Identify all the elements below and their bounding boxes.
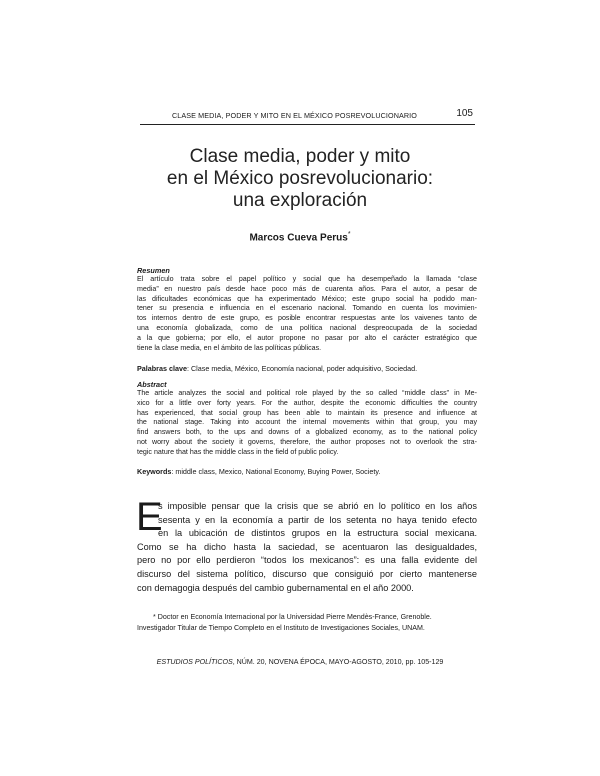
abstract-line: has experienced, that social group has been able to maintain its presence and influence at	[137, 408, 477, 417]
article-title	[0, 146, 600, 212]
title-line: Clase media, poder y mito	[189, 146, 411, 167]
abstract-section	[137, 381, 477, 458]
resumen-section	[137, 267, 477, 353]
palabras-clave-label: Palabras clave	[137, 364, 187, 373]
author-footnote-mark: *	[347, 231, 351, 238]
abstract-heading: Abstract	[137, 380, 167, 389]
keywords-label: Keywords	[137, 467, 172, 476]
author-name-text: Marcos Cueva Perus	[249, 232, 348, 244]
body-line: s imposible pensar que la crisis que se abrió en lo político en los años	[158, 501, 477, 511]
keywords-text: : middle class, Mexico, National Economy, Buying Power, Society.	[171, 467, 381, 476]
title-line: en el México posrevolucionario:	[166, 168, 434, 189]
footnote-line: * Doctor en Economía Internacional por la Universidad Pierre Mendès-France, Grenoble.	[153, 613, 432, 621]
title-line: una exploración	[232, 190, 368, 211]
resumen-line: El artículo trata sobre el papel político y social que ha desempeñado la llamada “clase	[137, 275, 477, 283]
body-line: con demagogia después del cambio gubernamental en el año 2000.	[137, 582, 414, 593]
running-header	[140, 110, 475, 125]
resumen-line: tener su presencia e influencia en el escenario nacional. Tomando en cuenta los movimien-	[137, 304, 477, 313]
page-number: 105	[456, 108, 473, 119]
author-footnote	[137, 612, 477, 633]
resumen-line: tos internos dentro de este grupo, es posible encontrar respuestas ante los vaivenes tanto de	[137, 314, 477, 323]
drop-cap: E	[136, 495, 163, 539]
journal-details: , NÚM. 20, NOVENA ÉPOCA, MAYO-AGOSTO, 2010, pp. 105-129	[232, 658, 444, 666]
abstract-line: not worry about the society it governs, therefore, the author proposes not to overlook the stra-	[137, 437, 477, 446]
resumen-line: tiene la clase media, en el ámbito de las políticas públicas.	[137, 343, 322, 352]
resumen-line: una economía globalizada, como de una política nacional despreocupada de la sociedad	[137, 323, 477, 332]
body-paragraph	[137, 500, 477, 595]
body-line: en la ubicación de distintos grupos en la estructura social mexicana.	[158, 528, 477, 539]
palabras-clave-text: : Clase media, México, Economía nacional, poder adquisitivo, Sociedad.	[186, 364, 418, 373]
body-line: sesenta y en la economía a partir de los setenta no haya tenido efecto	[158, 514, 477, 525]
resumen-line: a la que gobierna; por ello, el autor propone no pasar por alto el carácter estratégico que	[137, 333, 477, 342]
palabras-clave	[137, 364, 477, 373]
abstract-line: tegic nature that has the middle class in the field of public policy.	[137, 447, 339, 456]
abstract-line: The article analyzes the social and political role played by the so called “middle class” in Me-	[137, 389, 477, 397]
author-name	[0, 231, 600, 243]
body-line: Como se ha dicho hasta la saciedad, se acentuaron las desigualdades,	[137, 541, 477, 552]
journal-name: ESTUDIOS POLÍTICOS	[156, 658, 233, 666]
running-title: CLASE MEDIA, PODER Y MITO EN EL MÉXICO POSREVOLUCIONARIO	[172, 111, 417, 120]
resumen-heading: Resumen	[137, 266, 170, 275]
resumen-line: las dificultades económicas que ha experimentado México; este grupo social ha podido man-	[137, 294, 477, 303]
footnote-line: Investigador Titular de Tiempo Completo en el Instituto de Investigaciones Sociales, UNAM.	[137, 623, 425, 632]
abstract-line: find answers both, to the ups and downs of a globalized economy, as to the national policy	[137, 428, 477, 437]
abstract-line: the national stage. Taking into account the internal movements within that group, you may	[137, 418, 477, 427]
body-line: discurso del sistema político, discurso que consiguió por cierto mantenerse	[137, 568, 477, 579]
body-line: pero no por ello perdieron “todos los mexicanos”: es una falla evidente del	[137, 555, 477, 566]
keywords	[137, 467, 477, 476]
resumen-line: media” en nuestro país desde hace poco más de cuarenta años. Para el autor, a pesar de	[137, 284, 477, 293]
abstract-line: xico for a little over forty years. For the author, despite the economic difficulties the country	[137, 398, 477, 407]
journal-footer	[0, 658, 600, 666]
